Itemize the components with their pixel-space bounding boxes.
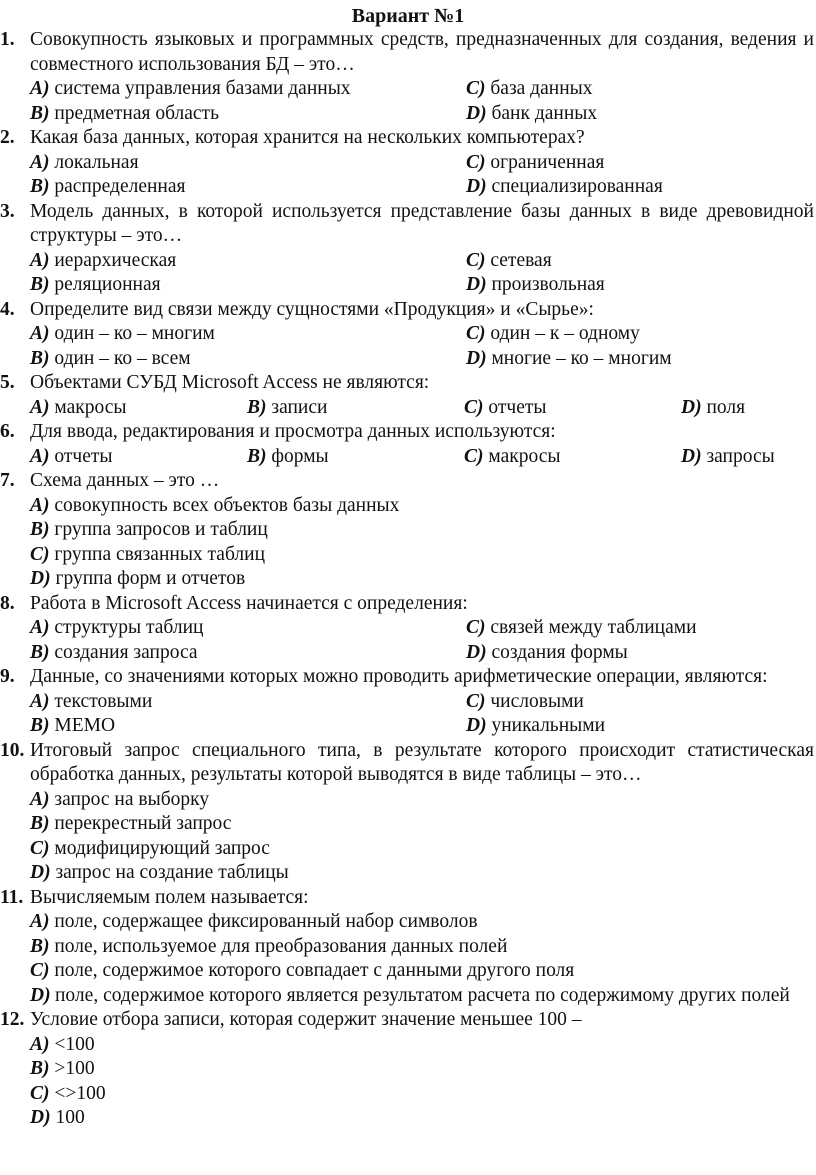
option-c: C) ограниченная xyxy=(466,151,605,173)
option-d: D) группа форм и отчетов xyxy=(30,568,246,589)
question-11 xyxy=(0,886,816,1009)
option-c: C) группа связанных таблиц xyxy=(30,543,265,565)
question-text: Совокупность языковых и программных средств, предназначенных для создания, ведения и совместного использования БД – это… xyxy=(30,29,814,75)
option-d: D) специализированная xyxy=(466,176,663,197)
question-9 xyxy=(0,665,816,739)
question-text: Какая база данных, которая хранится на нескольких компьютерах? xyxy=(30,127,585,148)
question-6-options xyxy=(0,445,816,470)
option-a: A) <100 xyxy=(30,1033,95,1055)
option-c: C) числовыми xyxy=(466,690,584,712)
option-a: A) отчеты xyxy=(30,445,113,467)
question-number: 10. xyxy=(0,739,25,761)
question-4-header xyxy=(0,298,816,323)
question-1 xyxy=(0,28,816,126)
question-5 xyxy=(0,371,816,420)
question-4-options xyxy=(0,322,816,371)
variant-title: Вариант №1 xyxy=(351,5,465,27)
option-b: B) распределенная xyxy=(30,176,186,197)
option-d: D) запросы xyxy=(681,445,775,467)
option-b: B) формы xyxy=(247,445,329,467)
question-9-options xyxy=(0,690,816,739)
option-a: A) система управления базами данных xyxy=(30,78,351,99)
option-b: B) перекрестный запрос xyxy=(30,813,232,834)
question-12 xyxy=(0,1008,816,1131)
question-7 xyxy=(0,469,816,592)
question-number: 4. xyxy=(0,298,15,320)
question-3-options xyxy=(0,249,816,298)
option-c: C) <>100 xyxy=(30,1082,106,1104)
option-c: C) отчеты xyxy=(464,396,547,418)
question-4 xyxy=(0,298,816,372)
question-list xyxy=(0,28,816,1131)
question-8 xyxy=(0,592,816,666)
option-c: C) модифицирующий запрос xyxy=(30,837,270,859)
question-7-header xyxy=(0,469,816,494)
option-a: A) иерархическая xyxy=(30,249,177,271)
question-3 xyxy=(0,200,816,298)
question-text: Работа в Microsoft Access начинается с определения: xyxy=(30,592,468,614)
option-b: B) реляционная xyxy=(30,274,161,295)
option-c: C) макросы xyxy=(464,445,561,467)
question-text: Определите вид связи между сущностями «Продукция» и «Сырье»: xyxy=(30,298,594,320)
option-b: B) >100 xyxy=(30,1058,95,1079)
option-a: A) совокупность всех объектов базы данных xyxy=(30,494,400,516)
option-a: A) текстовыми xyxy=(30,690,153,712)
option-a: A) запрос на выборку xyxy=(30,788,210,810)
question-number: 6. xyxy=(0,421,15,442)
option-d: D) уникальными xyxy=(466,715,606,736)
question-number: 7. xyxy=(0,470,15,491)
question-10-options xyxy=(0,788,816,886)
question-9-header xyxy=(0,665,816,690)
question-7-options xyxy=(0,494,816,592)
option-d: D) произвольная xyxy=(466,274,605,295)
question-10-header xyxy=(0,739,816,788)
question-number: 3. xyxy=(0,200,15,222)
question-2-header xyxy=(0,126,816,151)
question-number: 9. xyxy=(0,666,15,687)
option-b: B) МЕМО xyxy=(30,715,116,736)
question-6-header xyxy=(0,420,816,445)
option-d: D) 100 xyxy=(30,1107,85,1128)
option-a: A) один – ко – многим xyxy=(30,323,215,344)
option-c: C) связей между таблицами xyxy=(466,617,697,638)
question-8-header xyxy=(0,592,816,617)
question-text: Вычисляемым полем называется: xyxy=(30,886,309,908)
question-1-header xyxy=(0,28,816,77)
question-text: Для ввода, редактирования и просмотра данных используются: xyxy=(30,421,556,442)
question-number: 2. xyxy=(0,127,15,148)
option-d: D) банк данных xyxy=(466,102,598,124)
question-6 xyxy=(0,420,816,469)
option-d: D) многие – ко – многим xyxy=(466,347,672,369)
question-2-options xyxy=(0,151,816,200)
question-number: 8. xyxy=(0,592,15,614)
option-b: B) предметная область xyxy=(30,102,219,124)
question-12-header xyxy=(0,1008,816,1033)
option-b: B) один – ко – всем xyxy=(30,347,191,369)
question-2 xyxy=(0,126,816,200)
question-5-header xyxy=(0,371,816,396)
option-c: C) один – к – одному xyxy=(466,323,640,344)
question-10 xyxy=(0,739,816,886)
option-c: C) сетевая xyxy=(466,249,552,271)
question-3-header xyxy=(0,200,816,249)
question-12-options xyxy=(0,1033,816,1131)
question-text: Данные, со значениями которых можно проводить арифметические операции, являются: xyxy=(30,666,768,687)
question-5-options xyxy=(0,396,816,421)
option-b: B) создания запроса xyxy=(30,641,198,663)
option-b: B) группа запросов и таблиц xyxy=(30,519,268,540)
question-number: 11. xyxy=(0,886,24,908)
option-a: A) поле, содержащее фиксированный набор символов xyxy=(30,911,478,932)
option-c: C) база данных xyxy=(466,78,593,99)
question-text: Модель данных, в которой используется представление базы данных в виде древовидной структуры – это… xyxy=(30,200,814,246)
question-11-options xyxy=(0,910,816,1008)
option-a: A) локальная xyxy=(30,151,139,173)
question-text: Объектами СУБД Microsoft Access не являются: xyxy=(30,372,430,393)
option-c: C) поле, содержимое которого совпадает с данными другого поля xyxy=(30,960,575,981)
question-11-header xyxy=(0,886,816,911)
question-number: 12. xyxy=(0,1009,25,1030)
option-d: D) запрос на создание таблицы xyxy=(30,862,289,883)
question-1-options xyxy=(0,77,816,126)
option-d: D) создания формы xyxy=(466,641,628,663)
option-b: B) записи xyxy=(247,396,328,418)
option-b: B) поле, используемое для преобразования данных полей xyxy=(30,935,508,957)
option-d: D) поля xyxy=(681,396,746,418)
question-text: Схема данных – это … xyxy=(30,470,220,491)
question-8-options xyxy=(0,616,816,665)
option-d: D) поле, содержимое которого является результатом расчета по содержимому других полей xyxy=(30,984,790,1006)
question-number: 1. xyxy=(0,29,15,50)
question-text: Условие отбора записи, которая содержит значение меньшее 100 – xyxy=(30,1009,582,1030)
question-number: 5. xyxy=(0,372,15,393)
option-a: A) структуры таблиц xyxy=(30,617,204,638)
option-a: A) макросы xyxy=(30,396,127,418)
question-text: Итоговый запрос специального типа, в результате которого происходит статистическая обработка данных, результаты которой выводятся в виде таблицы – это… xyxy=(30,739,814,785)
